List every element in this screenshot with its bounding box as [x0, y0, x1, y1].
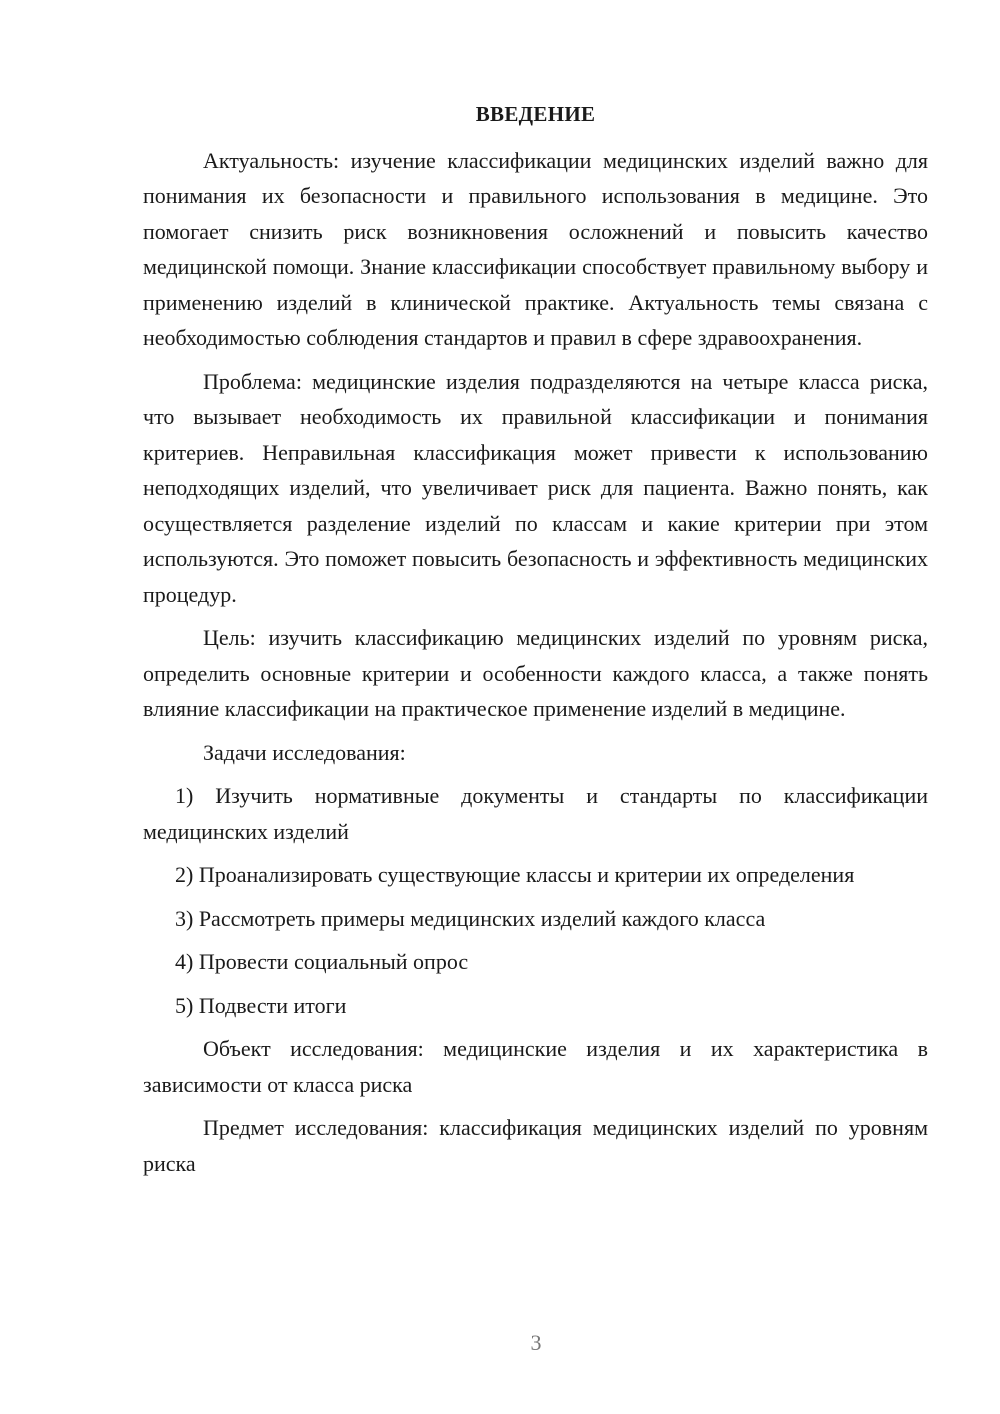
research-subject-paragraph: Предмет исследования: классификация медицинских изделий по уровням риска — [143, 1115, 928, 1176]
goal-paragraph: Цель: изучить классификацию медицинских изделий по уровням риска, определить основные критерии и особенности каждого класса, а также понять влияние классификации на практическое применение изделий в медицине. — [143, 625, 928, 721]
relevance-paragraph: Актуальность: изучение классификации медицинских изделий важно для понимания их безопасности и правильного использования в медицине. Это помогает снизить риск возникновения осложнений и повысить качество медицинской помощи. Знание классификации способствует правильному выбору и применению изделий в клинической практике. Актуальность темы связана с необходимостью соблюдения стандартов и правил в сфере здравоохранения. — [143, 147, 928, 350]
page-content — [143, 97, 928, 1189]
research-object-paragraph: Объект исследования: медицинские изделия и их характеристика в зависимости от класса риска — [143, 1036, 928, 1097]
task-item: 1) Изучить нормативные документы и стандарты по классификации медицинских изделий — [143, 783, 928, 844]
problem-paragraph: Проблема: медицинские изделия подразделяются на четыре класса риска, что вызывает необходимость их правильной классификации и понимания критериев. Неправильная классификация может привести к использованию неподходящих изделий, что увеличивает риск для пациента. Важно понять, как осуществляется разделение изделий по классам и какие критерии при этом используются. Это поможет повысить безопасность и эффективность медицинских процедур. — [143, 368, 928, 607]
task-item: 3) Рассмотреть примеры медицинских изделий каждого класса — [175, 905, 766, 931]
page-number: 3 — [530, 1330, 542, 1355]
tasks-heading: Задачи исследования: — [203, 739, 406, 765]
page-title: ВВЕДЕНИЕ — [475, 102, 596, 126]
task-item: 2) Проанализировать существующие классы и критерии их определения — [175, 862, 855, 887]
task-item: 4) Провести социальный опрос — [175, 949, 469, 974]
task-item: 5) Подвести итоги — [175, 992, 347, 1018]
